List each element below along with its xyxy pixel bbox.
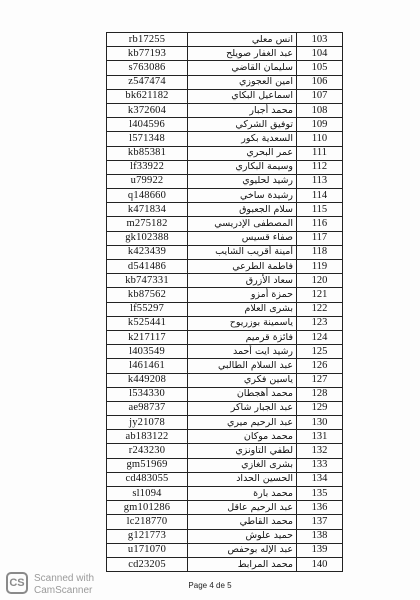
table-row <box>107 302 343 316</box>
number-cell: 127 <box>297 373 343 387</box>
table-row <box>107 274 343 288</box>
table-row <box>107 557 343 571</box>
name-cell: سعاد الأزرق <box>188 274 297 288</box>
name-cell: عمر البحري <box>188 146 297 160</box>
code-cell: d541486 <box>107 260 188 274</box>
name-cell: ياسمينة بوزريوح <box>188 316 297 330</box>
number-cell: 133 <box>297 458 343 472</box>
code-cell: g121773 <box>107 529 188 543</box>
name-cell: بشرى العلام <box>188 302 297 316</box>
code-cell: k449208 <box>107 373 188 387</box>
name-cell: لطفي التاونزي <box>188 444 297 458</box>
name-cell: حمزة أمزو <box>188 288 297 302</box>
name-cell: فائزة قرميم <box>188 330 297 344</box>
code-cell: ae98737 <box>107 401 188 415</box>
name-cell: رشيدة ساخي <box>188 189 297 203</box>
number-cell: 135 <box>297 487 343 501</box>
name-cell: عبد الإله بوحفص <box>188 543 297 557</box>
table-row <box>107 75 343 89</box>
code-cell: gk102388 <box>107 231 188 245</box>
table-row <box>107 245 343 259</box>
table-row <box>107 359 343 373</box>
watermark-line-1: Scanned with <box>34 573 95 584</box>
table-row <box>107 189 343 203</box>
code-cell: ab183122 <box>107 430 188 444</box>
name-cell: اسماعيل البكاي <box>188 89 297 103</box>
number-cell: 104 <box>297 47 343 61</box>
table-row <box>107 529 343 543</box>
name-cell: محمد أهجطان <box>188 387 297 401</box>
table-row <box>107 47 343 61</box>
name-cell: امين العجوزي <box>188 75 297 89</box>
number-cell: 138 <box>297 529 343 543</box>
code-cell: lf33922 <box>107 160 188 174</box>
name-cell: محمد موكان <box>188 430 297 444</box>
code-cell: u171070 <box>107 543 188 557</box>
table-row <box>107 288 343 302</box>
name-cell: صفاء قسيس <box>188 231 297 245</box>
name-cell: محمد المرابط <box>188 557 297 571</box>
number-cell: 121 <box>297 288 343 302</box>
number-cell: 120 <box>297 274 343 288</box>
table-row <box>107 373 343 387</box>
watermark-line-2: CamScanner <box>34 585 93 596</box>
code-cell: l404596 <box>107 118 188 132</box>
table-row <box>107 458 343 472</box>
table-row <box>107 515 343 529</box>
table-row <box>107 430 343 444</box>
code-cell: sl1094 <box>107 487 188 501</box>
table-row <box>107 160 343 174</box>
number-cell: 137 <box>297 515 343 529</box>
number-cell: 129 <box>297 401 343 415</box>
code-cell: bk621182 <box>107 89 188 103</box>
number-cell: 105 <box>297 61 343 75</box>
code-cell: kb77193 <box>107 47 188 61</box>
code-cell: k217117 <box>107 330 188 344</box>
number-cell: 106 <box>297 75 343 89</box>
code-cell: l571348 <box>107 132 188 146</box>
name-cell: محمد بارة <box>188 487 297 501</box>
number-cell: 114 <box>297 189 343 203</box>
table-row <box>107 61 343 75</box>
number-cell: 110 <box>297 132 343 146</box>
table-row <box>107 444 343 458</box>
code-cell: l534330 <box>107 387 188 401</box>
name-cell: عبد الجبار شاكر <box>188 401 297 415</box>
name-cell: سلام الجعبوق <box>188 203 297 217</box>
number-cell: 108 <box>297 103 343 117</box>
code-cell: z547474 <box>107 75 188 89</box>
name-cell: عبد الغفار صويلح <box>188 47 297 61</box>
number-cell: 107 <box>297 89 343 103</box>
table-row <box>107 33 343 47</box>
number-cell: 117 <box>297 231 343 245</box>
table-row <box>107 89 343 103</box>
camscanner-logo-icon: CS <box>6 572 28 594</box>
number-cell: 126 <box>297 359 343 373</box>
table-row <box>107 132 343 146</box>
code-cell: k423439 <box>107 245 188 259</box>
name-cell: رشيد لحليوي <box>188 174 297 188</box>
code-cell: r243230 <box>107 444 188 458</box>
names-table <box>106 32 343 572</box>
name-cell: فاطمة الطرعي <box>188 260 297 274</box>
table-row <box>107 174 343 188</box>
code-cell: rb17255 <box>107 33 188 47</box>
table-row <box>107 217 343 231</box>
code-cell: jy21078 <box>107 416 188 430</box>
code-cell: q148660 <box>107 189 188 203</box>
camscanner-watermark <box>6 570 116 598</box>
code-cell: k525441 <box>107 316 188 330</box>
code-cell: l403549 <box>107 345 188 359</box>
number-cell: 134 <box>297 472 343 486</box>
name-cell: بشرى الغازي <box>188 458 297 472</box>
number-cell: 122 <box>297 302 343 316</box>
number-cell: 125 <box>297 345 343 359</box>
code-cell: kb87562 <box>107 288 188 302</box>
name-cell: توفيق الشركي <box>188 118 297 132</box>
name-cell: الحسين الحداد <box>188 472 297 486</box>
number-cell: 118 <box>297 245 343 259</box>
number-cell: 136 <box>297 501 343 515</box>
table-row <box>107 330 343 344</box>
table-row <box>107 387 343 401</box>
number-cell: 130 <box>297 416 343 430</box>
code-cell: u79922 <box>107 174 188 188</box>
code-cell: lc218770 <box>107 515 188 529</box>
code-cell: cd483055 <box>107 472 188 486</box>
table-row <box>107 231 343 245</box>
number-cell: 139 <box>297 543 343 557</box>
table-row <box>107 543 343 557</box>
number-cell: 132 <box>297 444 343 458</box>
code-cell: gm101286 <box>107 501 188 515</box>
table-row <box>107 316 343 330</box>
name-cell: حميد علوش <box>188 529 297 543</box>
code-cell: gm51969 <box>107 458 188 472</box>
number-cell: 115 <box>297 203 343 217</box>
table-row <box>107 416 343 430</box>
name-cell: المصطفى الإدريسي <box>188 217 297 231</box>
table-body <box>107 33 343 572</box>
code-cell: cd23205 <box>107 557 188 571</box>
number-cell: 113 <box>297 174 343 188</box>
table-row <box>107 260 343 274</box>
name-cell: السعدية بكور <box>188 132 297 146</box>
number-cell: 103 <box>297 33 343 47</box>
code-cell: k372604 <box>107 103 188 117</box>
code-cell: k471834 <box>107 203 188 217</box>
table-row <box>107 118 343 132</box>
page-footer: Page 4 de 5 <box>188 581 232 590</box>
number-cell: 124 <box>297 330 343 344</box>
number-cell: 109 <box>297 118 343 132</box>
code-cell: m275182 <box>107 217 188 231</box>
name-cell: وسيمة البكاري <box>188 160 297 174</box>
table-row <box>107 146 343 160</box>
table-row <box>107 501 343 515</box>
table-row <box>107 203 343 217</box>
number-cell: 123 <box>297 316 343 330</box>
table-row <box>107 401 343 415</box>
code-cell: kb85381 <box>107 146 188 160</box>
table-row <box>107 103 343 117</box>
name-cell: أمينة أقريب الشايب <box>188 245 297 259</box>
name-cell: محمد أجبار <box>188 103 297 117</box>
number-cell: 119 <box>297 260 343 274</box>
name-cell: انس معلي <box>188 33 297 47</box>
number-cell: 128 <box>297 387 343 401</box>
name-cell: عبد السلام الطالبي <box>188 359 297 373</box>
name-cell: محمد القاطي <box>188 515 297 529</box>
code-cell: l461461 <box>107 359 188 373</box>
number-cell: 112 <box>297 160 343 174</box>
number-cell: 111 <box>297 146 343 160</box>
table-row <box>107 345 343 359</box>
name-cell: ياسين فكري <box>188 373 297 387</box>
table-row <box>107 472 343 486</box>
name-cell: سليمان القاضي <box>188 61 297 75</box>
name-cell: عبد الرحيم ميري <box>188 416 297 430</box>
name-cell: رشيد ايت أحمد <box>188 345 297 359</box>
code-cell: kb747331 <box>107 274 188 288</box>
code-cell: s763086 <box>107 61 188 75</box>
code-cell: lf55297 <box>107 302 188 316</box>
number-cell: 140 <box>297 557 343 571</box>
name-cell: عبد الرحيم عاقل <box>188 501 297 515</box>
number-cell: 116 <box>297 217 343 231</box>
table-row <box>107 487 343 501</box>
number-cell: 131 <box>297 430 343 444</box>
